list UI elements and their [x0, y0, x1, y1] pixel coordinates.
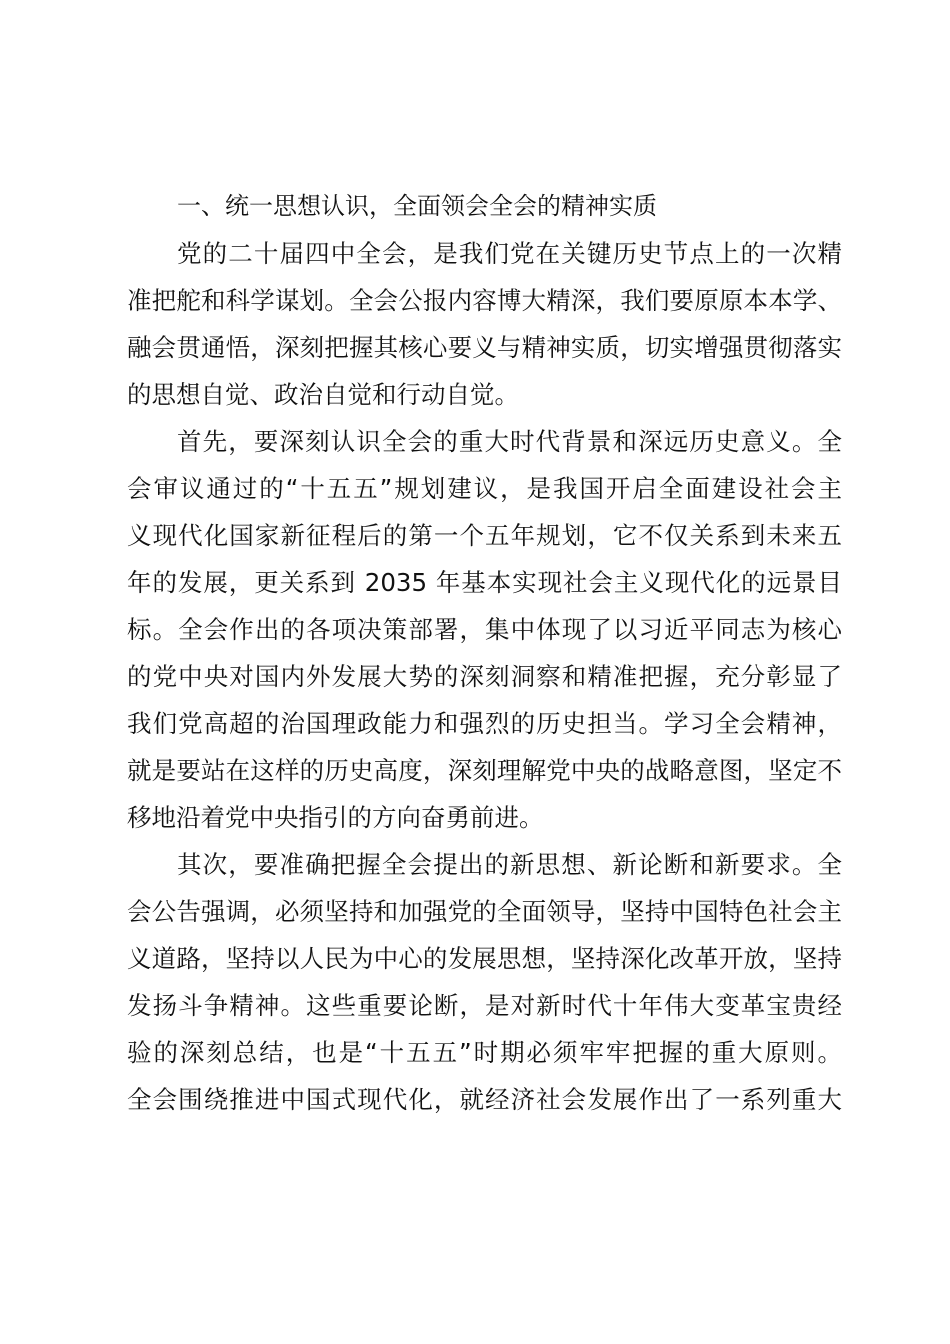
paragraph-line: 义现代化国家新征程后的第一个五年规划，它不仅关系到未来五	[127, 521, 842, 550]
document-body	[127, 183, 842, 1123]
paragraph-2	[127, 418, 842, 841]
paragraph-line: 义道路，坚持以人民为中心的发展思想，坚持深化改革开放，坚持	[127, 944, 842, 973]
paragraph-line: 其次，要准确把握全会提出的新思想、新论断和新要求。全	[177, 850, 842, 879]
paragraph-line: 会审议通过的“十五五”规划建议，是我国开启全面建设社会主	[127, 474, 842, 503]
paragraph-line: 移地沿着党中央指引的方向奋勇前进。	[127, 803, 544, 832]
paragraph-line: 标。全会作出的各项决策部署，集中体现了以习近平同志为核心	[127, 615, 842, 644]
paragraph-line: 全会围绕推进中国式现代化，就经济社会发展作出了一系列重大	[127, 1085, 842, 1114]
paragraph-line: 我们党高超的治国理政能力和强烈的历史担当。学习全会精神，	[127, 709, 842, 738]
paragraph-line: 首先，要深刻认识全会的重大时代背景和深远历史意义。全	[177, 427, 842, 456]
paragraph-line: 发扬斗争精神。这些重要论断，是对新时代十年伟大变革宝贵经	[127, 991, 842, 1020]
paragraph-line: 验的深刻总结，也是“十五五”时期必须牢牢把握的重大原则。	[127, 1038, 842, 1067]
paragraph-line: 年的发展，更关系到 2035 年基本实现社会主义现代化的远景目	[127, 568, 842, 597]
paragraph-line: 融会贯通悟，深刻把握其核心要义与精神实质，切实增强贯彻落实	[127, 333, 842, 362]
paragraph-1	[127, 230, 842, 418]
paragraph-line: 就是要站在这样的历史高度，深刻理解党中央的战略意图，坚定不	[127, 756, 842, 785]
paragraph-line: 准把舵和科学谋划。全会公报内容博大精深，我们要原原本本学、	[127, 286, 842, 315]
paragraph-line: 会公告强调，必须坚持和加强党的全面领导，坚持中国特色社会主	[127, 897, 842, 926]
paragraph-3	[127, 841, 842, 1123]
paragraph-line: 的党中央对国内外发展大势的深刻洞察和精准把握，充分彰显了	[127, 662, 842, 691]
section-heading: 一、统一思想认识，全面领会全会的精神实质	[177, 192, 657, 220]
paragraph-line: 的思想自觉、政治自觉和行动自觉。	[127, 380, 519, 409]
paragraph-line: 党的二十届四中全会，是我们党在关键历史节点上的一次精	[177, 239, 842, 268]
